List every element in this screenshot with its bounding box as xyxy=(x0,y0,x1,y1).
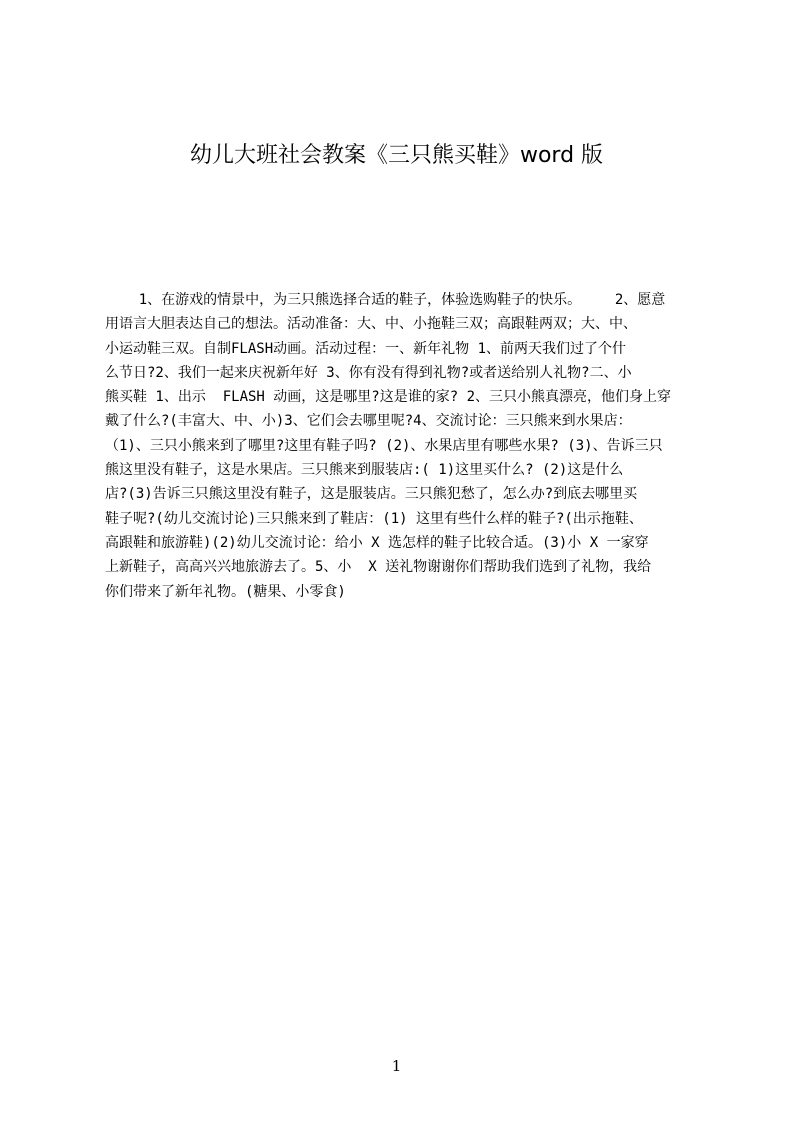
page-number: 1 xyxy=(391,1057,402,1075)
body-line: 上新鞋子，高高兴兴地旅游去了。5、小 X 送礼物谢谢你们帮助我们选到了礼物，我给 xyxy=(105,559,652,576)
body-line: 鞋子呢?(幼儿交流讨论)三只熊来到了鞋店：(1) 这里有些什么样的鞋子?(出示拖鞋、 xyxy=(105,510,643,527)
body-line: 熊买鞋 1、出示 FLASH 动画，这是哪里?这是谁的家? 2、三只小熊真漂亮，他们身上穿 xyxy=(105,389,671,406)
document-title: 幼儿大班社会教案《三只熊买鞋》word 版 xyxy=(189,143,604,168)
document-body xyxy=(105,288,698,604)
body-line: 熊这里没有鞋子，这是水果店。三只熊来到服装店:( 1)这里买什么? (2)这是什么 xyxy=(105,462,624,479)
body-line: 用语言大胆表达自己的想法。活动准备：大、中、小拖鞋三双；高跟鞋两双；大、中、 xyxy=(105,316,637,333)
body-line: （1)、三只小熊来到了哪里?这里有鞋子吗? (2)、水果店里有哪些水果? (3)、告诉三只 xyxy=(105,437,663,454)
body-line: 么节日?2、我们一起来庆祝新年好 3、你有没有得到礼物?或者送给别人礼物?二、小 xyxy=(105,364,632,381)
body-line: 戴了什么?(丰富大、中、小)3、它们会去哪里呢?4、交流讨论：三只熊来到水果店： xyxy=(105,413,632,430)
body-line: 高跟鞋和旅游鞋)(2)幼儿交流讨论：给小 X 选怎样的鞋子比较合适。(3)小 X 一家穿 xyxy=(105,534,649,551)
body-line: 店?(3)告诉三只熊这里没有鞋子，这是服装店。三只熊犯愁了，怎么办?到底去哪里买 xyxy=(105,486,638,503)
body-line: 1、在游戏的情景中，为三只熊选择合适的鞋子，体验选购鞋子的快乐。 2、愿意 xyxy=(105,292,666,308)
body-line: 你们带来了新年礼物。(糖果、小零食) xyxy=(105,583,346,600)
body-line: 小运动鞋三双。自制FLASH动画。活动过程：一、新年礼物 1、前两天我们过了个什 xyxy=(105,340,626,357)
